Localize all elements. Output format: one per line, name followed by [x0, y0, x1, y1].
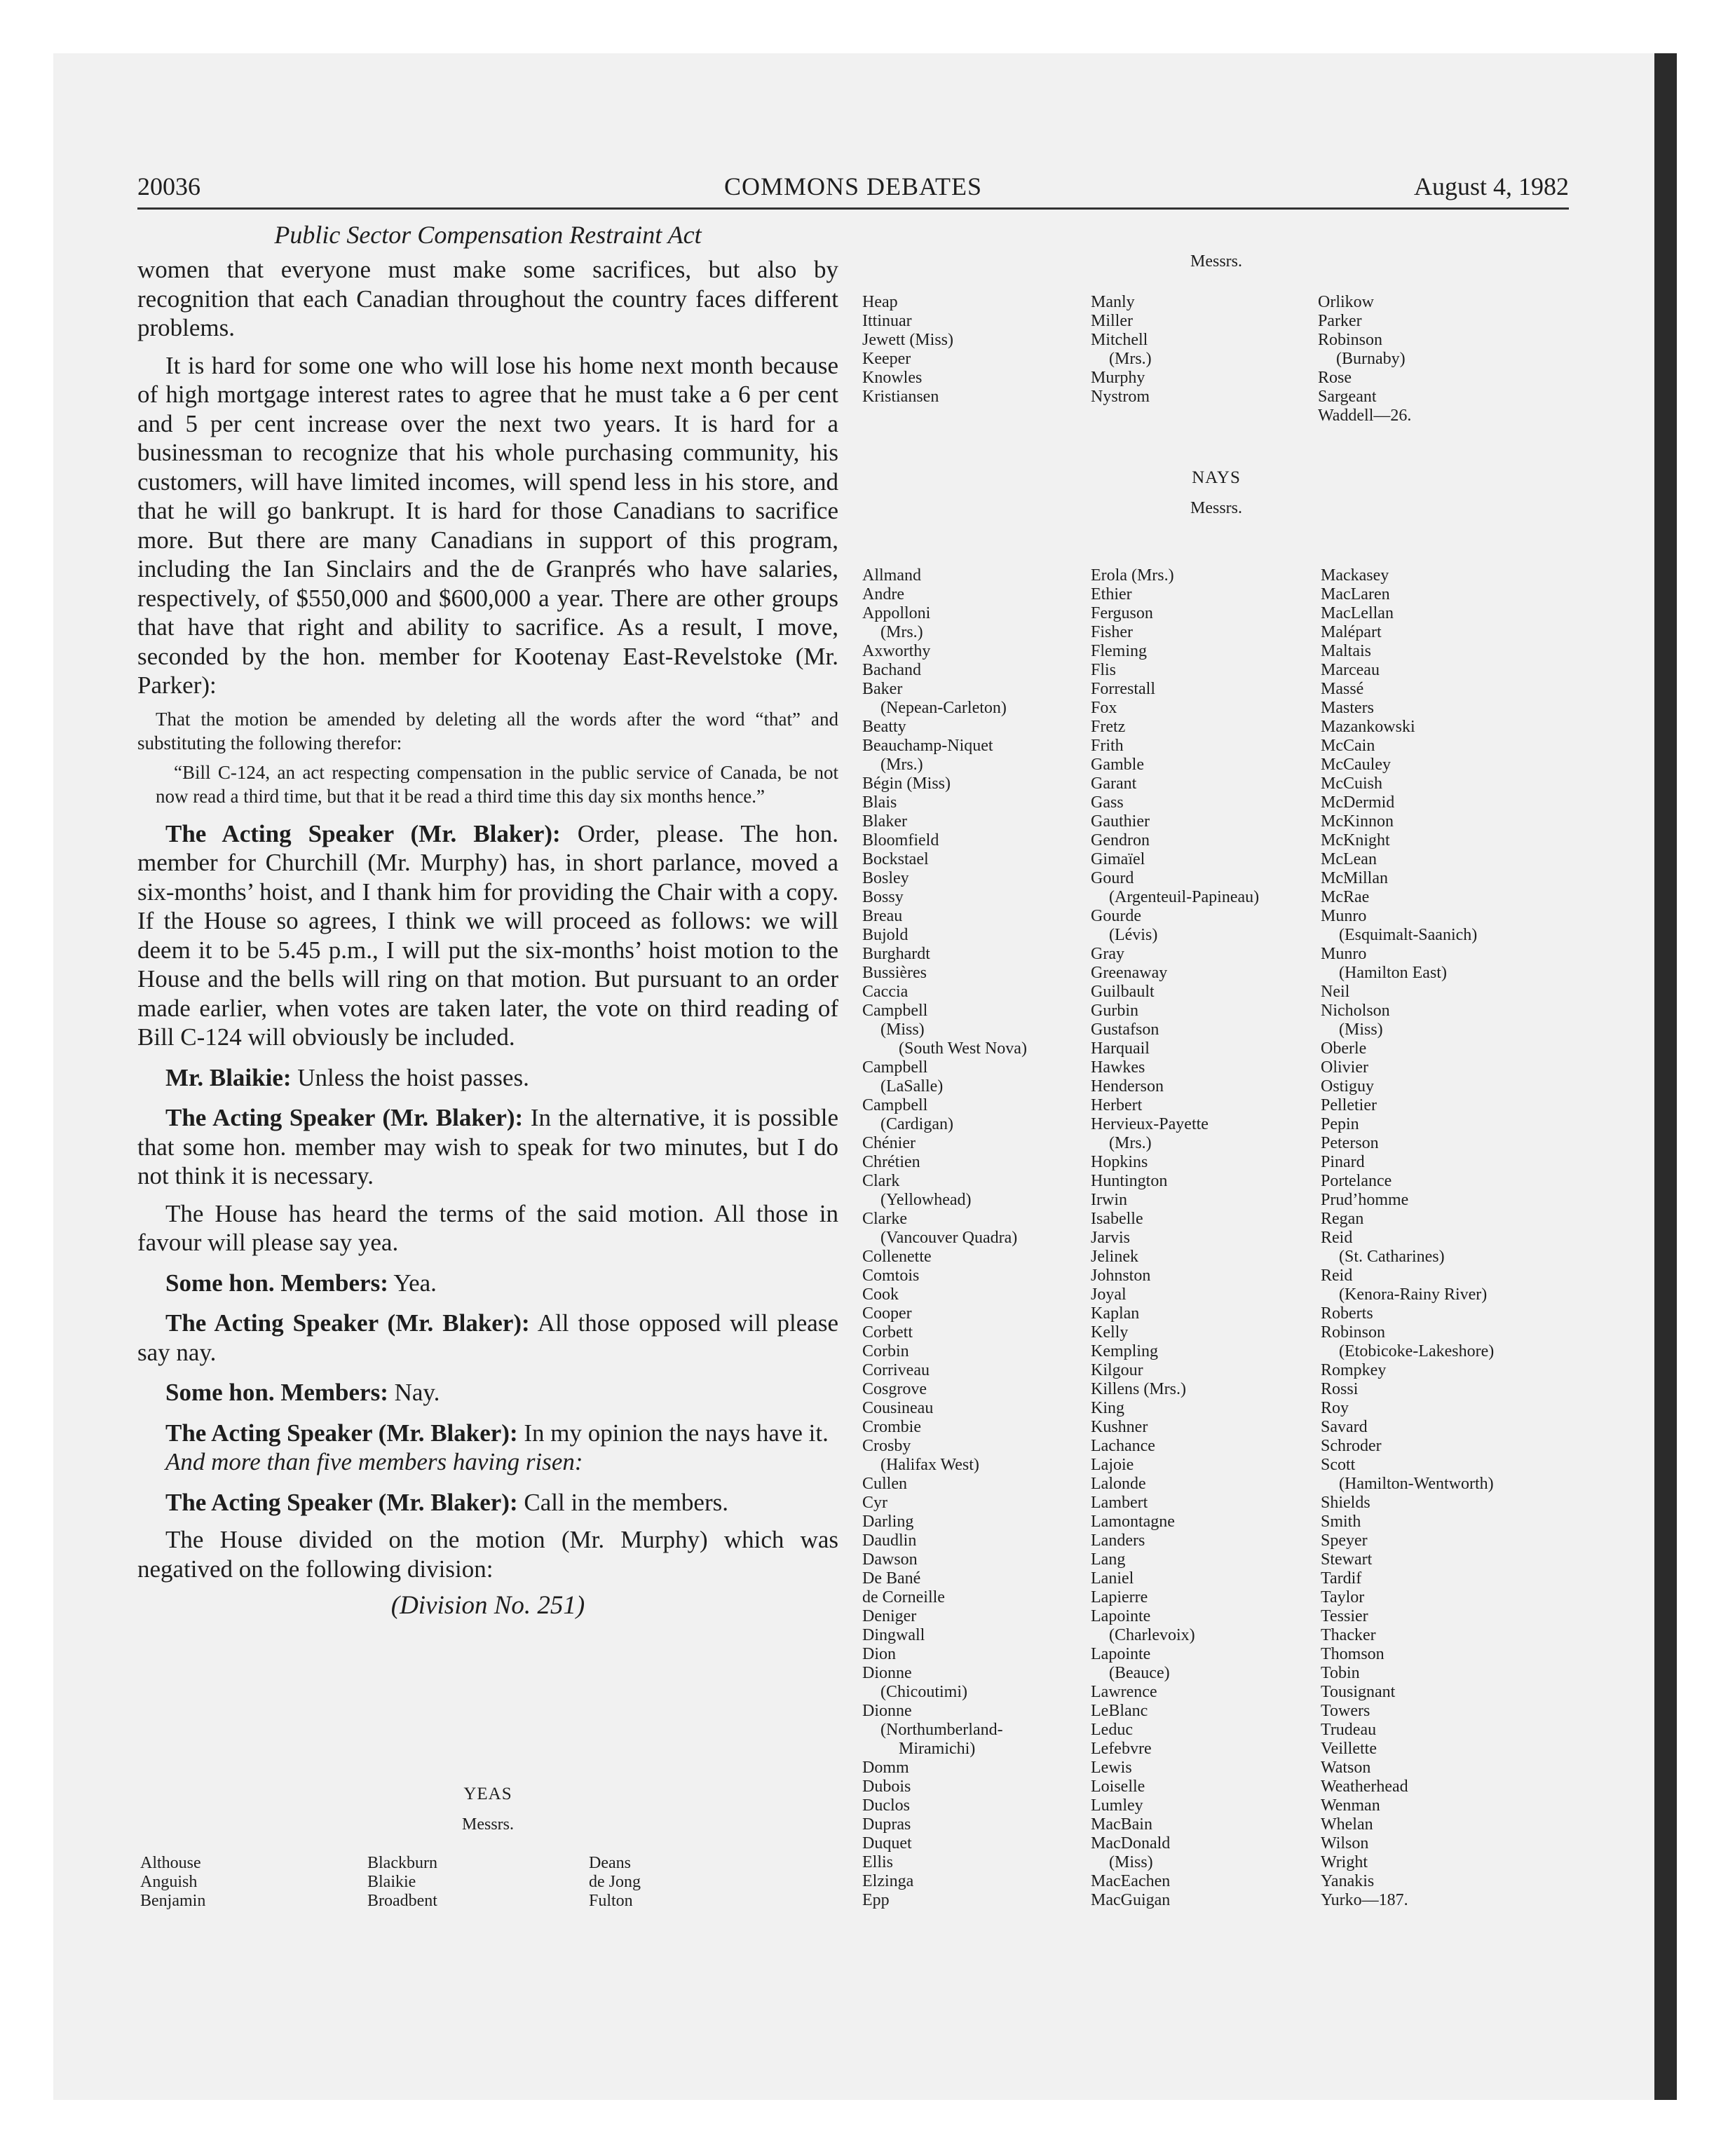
member-name: Breau [862, 907, 903, 925]
member-name: Lalonde [1091, 1475, 1146, 1493]
member-name: Daudlin [862, 1531, 917, 1550]
member-name: LeBlanc [1091, 1702, 1148, 1720]
member-name: Lambert [1091, 1494, 1148, 1512]
member-name: Marceau [1321, 661, 1380, 679]
member-name: Prud’homme [1321, 1191, 1409, 1209]
publication-date: August 4, 1982 [1413, 172, 1569, 200]
member-name: Collenette [862, 1248, 932, 1266]
member-name: Hawkes [1091, 1058, 1145, 1077]
member-constituency: (Kenora-Rainy River) [1339, 1285, 1488, 1304]
member-name: Blaker [862, 812, 907, 831]
member-name: McKinnon [1321, 812, 1394, 831]
member-name: Laniel [1091, 1569, 1134, 1588]
member-name: Knowles [862, 369, 923, 387]
member-name: Sargeant [1318, 388, 1377, 406]
member-name: Herbert [1091, 1096, 1143, 1114]
member-name: Corbin [862, 1342, 909, 1360]
member-name: Nystrom [1091, 388, 1150, 406]
member-name: Kelly [1091, 1323, 1129, 1342]
member-name: Lajoie [1091, 1456, 1134, 1474]
member-name: Corbett [862, 1323, 913, 1342]
member-constituency: (Mrs.) [1109, 1134, 1152, 1152]
member-constituency: (Argenteuil-Papineau) [1109, 888, 1260, 906]
member-name: Speyer [1321, 1531, 1368, 1550]
publication-title: COMMONS DEBATES [723, 172, 983, 200]
member-name: MacEachen [1091, 1872, 1171, 1890]
member-name: Jelinek [1091, 1248, 1138, 1266]
member-name: Flis [1091, 661, 1117, 679]
member-name: Gurbin [1091, 1002, 1138, 1020]
member-name: Stewart [1321, 1550, 1373, 1569]
member-name: Peterson [1321, 1134, 1379, 1152]
member-name: Greenaway [1091, 964, 1168, 982]
member-name: Reid [1321, 1229, 1353, 1247]
member-name: Kushner [1091, 1418, 1148, 1436]
member-name: Fleming [1091, 642, 1148, 660]
member-name: Manly [1091, 293, 1135, 311]
member-name: Pinard [1321, 1153, 1365, 1171]
nays-col-3 [1321, 566, 1494, 1910]
member-name: Trudeau [1321, 1721, 1377, 1739]
member-name: Lewis [1091, 1759, 1132, 1777]
motion-text: That the motion be amended by deleting all the words after the word “that” and substituting the following therefor: [137, 708, 838, 753]
speech-text: In the alternative, it is possible that some hon. member may wish to speak for two minutes, but I do not think it is necessary. [137, 1104, 838, 1189]
member-name: King [1091, 1399, 1124, 1417]
yeas-messrs: Messrs. [461, 1815, 514, 1834]
member-name: Duquet [862, 1834, 912, 1853]
yeas-col-4 [862, 293, 953, 407]
member-name: Dupras [862, 1815, 911, 1834]
member-name: Campbell [862, 1002, 928, 1020]
member-name: Appolloni [862, 604, 931, 622]
member-name: Cooper [862, 1304, 912, 1323]
member-name: McCain [1321, 737, 1375, 755]
member-name: Benjamin [140, 1892, 206, 1910]
member-name: Massé [1321, 680, 1364, 698]
member-name: Hopkins [1091, 1153, 1148, 1171]
member-constituency: (Burnaby) [1336, 350, 1406, 368]
member-name: Jewett (Miss) [862, 331, 953, 349]
speech-text: Unless the hoist passes. [297, 1063, 529, 1091]
speech-text: Nay. [394, 1379, 440, 1406]
member-constituency: Miramichi) [899, 1740, 976, 1758]
member-name: de Jong [589, 1873, 641, 1891]
paragraph: The House divided on the motion (Mr. Murphy) which was negatived on the following division: [137, 1526, 838, 1583]
member-name: Watson [1321, 1759, 1371, 1777]
member-name: Kempling [1091, 1342, 1158, 1360]
member-name: McKnight [1321, 831, 1390, 850]
member-name: Bussières [862, 964, 927, 982]
member-name: Corriveau [862, 1361, 930, 1379]
member-constituency: (Mrs.) [1109, 350, 1152, 368]
member-name: Waddell—26. [1318, 407, 1412, 425]
member-name: Domm [862, 1759, 909, 1777]
member-name: Munro [1321, 945, 1367, 963]
member-name: Neil [1321, 983, 1350, 1001]
member-name: Scott [1321, 1456, 1356, 1474]
speaker-name: Mr. Blaikie: [165, 1063, 292, 1091]
member-name: Cyr [862, 1494, 887, 1512]
speech [137, 819, 838, 1052]
speaker-name: The Acting Speaker (Mr. Blaker): [165, 1104, 524, 1131]
member-constituency: (South West Nova) [899, 1039, 1027, 1058]
speaker-name: The Acting Speaker (Mr. Blaker): [165, 819, 561, 847]
left-column [137, 217, 838, 1623]
member-name: Bosley [862, 869, 909, 887]
member-name: Gustafson [1091, 1021, 1159, 1039]
paragraph: It is hard for some one who will lose his home next month because of high mortgage interest rates to agree that he must take a 6 per cent and 5 per cent increase over the next two years. It is hard for a businessman to recognize that his whole purchasing community, his customers, will have limited incomes, will spend less in his store, and that he will go bankrupt. It is hard for those Canadians to sacrifice more. But there are many Canadians in support of this program, including the Ian Sinclairs and the de Granprés who have salaries, respectively, of $550,000 and $600,000 a year. There are other groups that have that right and ability to sacrifice. As a result, I move, seconded by the hon. member for Kootenay East-Revelstoke (Mr. Parker): [137, 351, 838, 699]
member-name: Irwin [1091, 1191, 1127, 1209]
member-name: Gourd [1091, 869, 1134, 887]
member-name: Jarvis [1091, 1229, 1130, 1247]
member-name: Kaplan [1091, 1304, 1140, 1323]
member-name: Comtois [862, 1267, 920, 1285]
member-name: Crosby [862, 1437, 911, 1455]
member-name: Beatty [862, 718, 906, 736]
member-name: Thomson [1321, 1645, 1384, 1663]
member-name: Orlikow [1318, 293, 1374, 311]
member-name: MacGuigan [1091, 1891, 1171, 1909]
member-name: Broadbent [367, 1892, 437, 1910]
member-name: Cook [862, 1285, 899, 1304]
member-name: Campbell [862, 1058, 928, 1077]
member-name: Rompkey [1321, 1361, 1387, 1379]
member-constituency: (Mrs.) [880, 623, 923, 641]
speech [137, 1488, 838, 1517]
member-name: Dionne [862, 1664, 912, 1682]
member-name: Cullen [862, 1475, 907, 1493]
member-name: Kristiansen [862, 388, 939, 406]
member-name: Hervieux-Payette [1091, 1115, 1209, 1133]
speech [137, 1378, 838, 1407]
member-name: Roy [1321, 1399, 1349, 1417]
member-name: Killens (Mrs.) [1091, 1380, 1186, 1398]
yeas-heading: YEAS [463, 1785, 512, 1803]
member-constituency: (Northumberland- [880, 1721, 1003, 1739]
member-name: MacLaren [1321, 585, 1390, 603]
speech [137, 1309, 838, 1367]
member-constituency: (Hamilton-Wentworth) [1339, 1475, 1494, 1493]
member-name: Gray [1091, 945, 1124, 963]
member-name: Huntington [1091, 1172, 1168, 1190]
member-constituency: (Mrs.) [880, 756, 923, 774]
nays-messrs: Messrs. [1190, 499, 1242, 517]
member-name: Gendron [1091, 831, 1150, 850]
member-name: Kilgour [1091, 1361, 1143, 1379]
member-name: Rossi [1321, 1380, 1359, 1398]
member-name: Fisher [1091, 623, 1133, 641]
member-name: Pelletier [1321, 1096, 1377, 1114]
member-name: Frith [1091, 737, 1124, 755]
member-name: Harquail [1091, 1039, 1150, 1058]
paragraph: The House has heard the terms of the said motion. All those in favour will please say yea. [137, 1199, 838, 1256]
member-name: Elzinga [862, 1872, 914, 1890]
member-name: Bachand [862, 661, 921, 679]
member-name: Cosgrove [862, 1380, 927, 1398]
yeas-col-1 [140, 1854, 205, 1911]
member-name: Bloomfield [862, 831, 939, 850]
yeas-col-6 [1318, 293, 1411, 425]
section-title: Public Sector Compensation Restraint Act [274, 221, 702, 249]
yeas-messrs-cont: Messrs. [1190, 252, 1242, 271]
member-name: Chrétien [862, 1153, 920, 1171]
member-name: Regan [1321, 1210, 1364, 1228]
member-constituency: (LaSalle) [880, 1077, 944, 1096]
member-name: Lapointe [1091, 1607, 1151, 1625]
paragraph: women that everyone must make some sacrifices, but also by recognition that each Canadian throughout the country faces different problems. [137, 256, 838, 341]
member-name: Bégin (Miss) [862, 775, 951, 793]
speaker-name: The Acting Speaker (Mr. Blaker): [165, 1419, 518, 1447]
member-name: Munro [1321, 907, 1367, 925]
member-name: Oberle [1321, 1039, 1367, 1058]
member-name: Dionne [862, 1702, 912, 1720]
member-name: Baker [862, 680, 903, 698]
member-name: Parker [1318, 312, 1362, 330]
page-number: 20036 [137, 172, 200, 200]
member-name: Epp [862, 1891, 890, 1909]
member-name: Chénier [862, 1134, 916, 1152]
member-constituency: (Cardigan) [880, 1115, 953, 1133]
speech-text: Yea. [393, 1269, 437, 1297]
member-name: Tobin [1321, 1664, 1360, 1682]
member-constituency: (Lévis) [1109, 926, 1158, 944]
member-name: Lumley [1091, 1796, 1143, 1815]
member-name: Axworthy [862, 642, 931, 660]
member-constituency: (Beauce) [1109, 1664, 1170, 1682]
member-name: Johnston [1091, 1267, 1151, 1285]
member-name: Althouse [140, 1854, 201, 1872]
member-constituency: (Esquimalt-Saanich) [1339, 926, 1478, 944]
member-name: Dingwall [862, 1626, 925, 1644]
member-name: Tousignant [1321, 1683, 1396, 1701]
nays-col-2 [1091, 566, 1259, 1910]
member-name: Mazankowski [1321, 718, 1415, 736]
member-name: Wright [1321, 1853, 1368, 1871]
member-name: Andre [862, 585, 904, 603]
member-name: Dawson [862, 1550, 918, 1569]
member-name: Lefebvre [1091, 1740, 1152, 1758]
member-name: Yurko—187. [1321, 1891, 1408, 1909]
member-name: Taylor [1321, 1588, 1365, 1606]
member-name: de Corneille [862, 1588, 945, 1606]
member-constituency: (Miss) [1339, 1021, 1383, 1039]
member-name: Leduc [1091, 1721, 1133, 1739]
member-name: Pepin [1321, 1115, 1359, 1133]
yeas-col-3 [589, 1854, 641, 1911]
member-name: Beauchamp-Niquet [862, 737, 993, 755]
member-name: Heap [862, 293, 898, 311]
member-name: Bossy [862, 888, 904, 906]
member-name: Dion [862, 1645, 896, 1663]
member-name: Clark [862, 1172, 900, 1190]
member-name: McDermid [1321, 793, 1395, 812]
member-name: Keeper [862, 350, 911, 368]
member-name: Masters [1321, 699, 1374, 717]
member-name: Landers [1091, 1531, 1145, 1550]
member-name: Ostiguy [1321, 1077, 1375, 1096]
member-name: Bujold [862, 926, 909, 944]
member-name: Shields [1321, 1494, 1370, 1512]
member-name: Gourde [1091, 907, 1141, 925]
member-name: Gass [1091, 793, 1124, 812]
member-name: Deniger [862, 1607, 917, 1625]
member-name: Wenman [1321, 1796, 1380, 1815]
member-name: McMillan [1321, 869, 1388, 887]
member-name: Veillette [1321, 1740, 1377, 1758]
division-number: (Division No. 251) [390, 1591, 585, 1620]
member-name: Erola (Mrs.) [1091, 566, 1174, 585]
member-name: Blaikie [367, 1873, 416, 1891]
member-name: Fox [1091, 699, 1117, 717]
member-name: Portelance [1321, 1172, 1392, 1190]
member-name: Forrestall [1091, 680, 1155, 698]
member-name: Joyal [1091, 1285, 1127, 1304]
member-name: Mackasey [1321, 566, 1389, 585]
member-name: Crombie [862, 1418, 921, 1436]
member-name: Malépart [1321, 623, 1382, 641]
member-name: Schroder [1321, 1437, 1382, 1455]
member-name: Tardif [1321, 1569, 1362, 1588]
speech-text: Order, please. The hon. member for Churchill (Mr. Murphy) has, in short parlance, moved a six-months’ hoist, and I thank him for providing the Chair with a copy. If the House so agrees, I think we will proceed as follows: we will deem it to be 5.45 p.m., I will put the six-months’ hoist motion to the House and the bells will ring on that motion. But pursuant to an order made earlier, when votes are taken later, the vote on third reading of Bill C-124 will obviously be included. [137, 819, 838, 1051]
member-name: Mitchell [1091, 331, 1148, 349]
member-name: Smith [1321, 1513, 1361, 1531]
speech [137, 1103, 838, 1191]
member-name: Maltais [1321, 642, 1371, 660]
speaker-name: Some hon. Members: [165, 1379, 388, 1406]
member-name: Ellis [862, 1853, 894, 1871]
member-name: Isabelle [1091, 1210, 1143, 1228]
member-constituency: (Miss) [1109, 1853, 1153, 1871]
member-name: Allmand [862, 566, 921, 585]
member-name: Ittinuar [862, 312, 912, 330]
member-name: Miller [1091, 312, 1133, 330]
member-constituency: (Hamilton East) [1339, 964, 1447, 982]
member-name: Lamontagne [1091, 1513, 1175, 1531]
member-name: Campbell [862, 1096, 928, 1114]
member-name: Yanakis [1321, 1872, 1375, 1890]
member-name: Towers [1321, 1702, 1370, 1720]
speaker-name: The Acting Speaker (Mr. Blaker): [165, 1488, 518, 1516]
member-name: Reid [1321, 1267, 1353, 1285]
member-name: Guilbault [1091, 983, 1155, 1001]
member-name: Dubois [862, 1778, 911, 1796]
member-constituency: (Miss) [880, 1021, 925, 1039]
member-name: Ethier [1091, 585, 1132, 603]
speech-text: In my opinion the nays have it. [524, 1419, 829, 1447]
member-name: Henderson [1091, 1077, 1164, 1096]
member-name: Deans [589, 1854, 631, 1872]
member-constituency: (Halifax West) [880, 1456, 979, 1474]
motion-quote: “Bill C-124, an act respecting compensation in the public service of Canada, be not now read a third time, but that it be read a third time this day six months hence.” [156, 761, 838, 807]
member-constituency: (Vancouver Quadra) [880, 1229, 1018, 1247]
member-name: Thacker [1321, 1626, 1376, 1644]
member-name: McCuish [1321, 775, 1383, 793]
speech [137, 1269, 838, 1298]
member-name: MacBain [1091, 1815, 1152, 1834]
nays-col-1 [862, 566, 1027, 1910]
member-name: Lapointe [1091, 1645, 1151, 1663]
member-name: Loiselle [1091, 1778, 1145, 1796]
member-name: Bockstael [862, 850, 929, 868]
member-constituency: (Yellowhead) [880, 1191, 972, 1209]
member-constituency: (Etobicoke-Lakeshore) [1339, 1342, 1495, 1360]
member-name: MacDonald [1091, 1834, 1171, 1853]
member-name: Gimaïel [1091, 850, 1145, 868]
member-name: Gauthier [1091, 812, 1150, 831]
member-name: Lang [1091, 1550, 1126, 1569]
yeas-col-5 [1091, 293, 1152, 407]
member-name: Garant [1091, 775, 1137, 793]
member-name: De Bané [862, 1569, 921, 1588]
member-name: Weatherhead [1321, 1778, 1408, 1796]
member-name: Blais [862, 793, 897, 812]
member-name: Fulton [589, 1892, 633, 1910]
member-name: Burghardt [862, 945, 930, 963]
member-name: McRae [1321, 888, 1370, 906]
speech [137, 1063, 838, 1093]
member-name: Murphy [1091, 369, 1145, 387]
member-name: Darling [862, 1513, 914, 1531]
member-constituency: (Nepean-Carleton) [880, 699, 1007, 717]
procedural-note: And more than five members having risen: [165, 1448, 583, 1475]
nays-heading: NAYS [1192, 468, 1241, 487]
member-name: Nicholson [1321, 1002, 1390, 1020]
member-name: Clarke [862, 1210, 907, 1228]
member-name: Olivier [1321, 1058, 1368, 1077]
member-name: Caccia [862, 983, 909, 1001]
member-constituency: (Chicoutimi) [880, 1683, 967, 1701]
member-constituency: (Charlevoix) [1109, 1626, 1195, 1644]
member-name: Duclos [862, 1796, 910, 1815]
member-name: Rose [1318, 369, 1352, 387]
member-name: Gamble [1091, 756, 1144, 774]
member-name: McCauley [1321, 756, 1391, 774]
member-name: MacLellan [1321, 604, 1394, 622]
speaker-name: Some hon. Members: [165, 1269, 388, 1297]
speech-text: Call in the members. [524, 1488, 728, 1516]
speech [137, 1419, 838, 1448]
member-name: Roberts [1321, 1304, 1373, 1323]
speech-text: All those opposed will please say nay. [137, 1309, 838, 1366]
member-name: McLean [1321, 850, 1377, 868]
member-name: Fretz [1091, 718, 1126, 736]
member-name: Ferguson [1091, 604, 1153, 622]
member-constituency: (St. Catharines) [1339, 1248, 1445, 1266]
member-name: Anguish [140, 1873, 198, 1891]
member-name: Whelan [1321, 1815, 1373, 1834]
member-name: Robinson [1321, 1323, 1386, 1342]
member-name: Savard [1321, 1418, 1368, 1436]
page-header [137, 165, 1569, 210]
member-name: Cousineau [862, 1399, 934, 1417]
member-name: Lawrence [1091, 1683, 1157, 1701]
scan-edge [1654, 53, 1677, 2100]
speaker-name: The Acting Speaker (Mr. Blaker): [165, 1309, 530, 1337]
member-name: Wilson [1321, 1834, 1369, 1853]
member-name: Robinson [1318, 331, 1383, 349]
member-name: Blackburn [367, 1854, 437, 1872]
yeas-col-2 [367, 1854, 437, 1911]
member-name: Lapierre [1091, 1588, 1148, 1606]
member-name: Lachance [1091, 1437, 1155, 1455]
member-name: Tessier [1321, 1607, 1368, 1625]
